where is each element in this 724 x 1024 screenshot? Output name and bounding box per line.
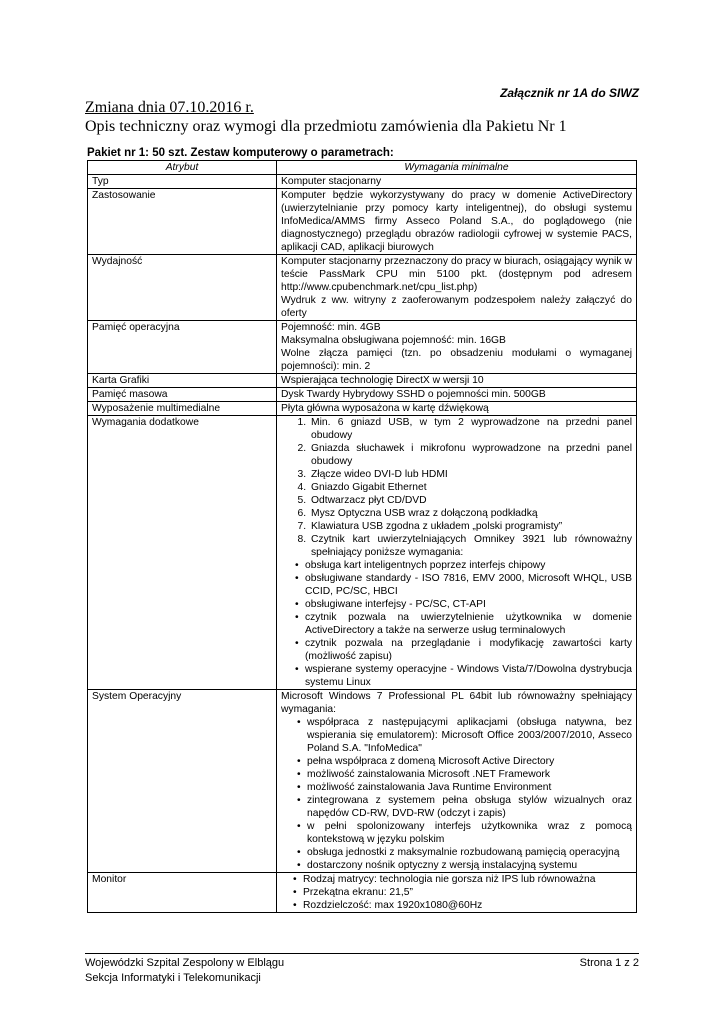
- attr-cell: Karta Grafiki: [88, 374, 277, 388]
- value-cell: Dysk Twardy Hybrydowy SSHD o pojemności min. 500GB: [277, 388, 637, 402]
- list-item: 4. Gniazdo Gigabit Ethernet: [309, 481, 632, 494]
- bullet-list: [281, 873, 632, 912]
- value-text: Wolne złącza pamięci (tzn. po obsadzeniu modułami o wymaganej pojemności): min. 2: [281, 348, 632, 372]
- value-cell: [277, 416, 637, 690]
- list-item: • wspierane systemy operacyjne - Windows Vista/7/Dowolna dystrybucja systemu Linux: [305, 663, 632, 689]
- list-item: 6. Mysz Optyczna USB wraz z dołączoną podkładką: [309, 507, 632, 520]
- value-cell: Wspierająca technologię DirectX w wersji 10: [277, 374, 637, 388]
- list-item: • Rozdzielczość: max 1920x1080@60Hz: [303, 899, 632, 912]
- annex-label: Załącznik nr 1A do SIWZ: [500, 86, 639, 100]
- table-row: [88, 374, 637, 388]
- bullet-list: [281, 716, 632, 872]
- value-cell: Komputer będzie wykorzystywany do pracy w domenie ActiveDirectory (uwierzytelnianie przy pomocy karty inteligentnej), do obsługi systemu InfoMedica/AMMS firmy Asseco Poland S.A., do poglądowego (nie diagnostycznego) przeglądu obrazów radiologii cyfrowej w systemie PACS, aplikacji CAD, aplikacji biurowych: [277, 189, 637, 255]
- table-row: [88, 255, 637, 321]
- footer-page-number: Strona 1 z 2: [579, 957, 639, 969]
- bullet-list: [281, 559, 632, 689]
- list-item: • Przekątna ekranu: 21,5”: [303, 886, 632, 899]
- table-row: [88, 175, 637, 189]
- list-item: 8. Czytnik kart uwierzytelniających Omnikey 3921 lub równoważny spełniający poniższe wymagania:: [309, 533, 632, 559]
- package-title: Pakiet nr 1: 50 szt. Zestaw komputerowy o parametrach:: [87, 147, 394, 159]
- list-item: • możliwość zainstalowania Microsoft .NET Framework: [307, 768, 632, 781]
- attr-cell: Pamięć masowa: [88, 388, 277, 402]
- table-header-row: [88, 161, 637, 175]
- list-item: • czytnik pozwala na uwierzytelnienie użytkownika w domenie ActiveDirectory a także na serwerze usług terminalowych: [305, 611, 632, 637]
- value-text: Microsoft Windows 7 Professional PL 64bit lub równoważny spełniający wymagania:: [281, 691, 632, 715]
- table-row: [88, 388, 637, 402]
- value-cell: [277, 873, 637, 913]
- value-text: Maksymalna obsługiwana pojemność: min. 16GB: [281, 335, 506, 346]
- list-item: 1. Min. 6 gniazd USB, w tym 2 wyprowadzone na przedni panel obudowy: [309, 416, 632, 442]
- list-item: • Rodzaj matrycy: technologia nie gorsza niż IPS lub równoważna: [303, 873, 632, 886]
- attr-cell: Wydajność: [88, 255, 277, 321]
- value-cell: [277, 255, 637, 321]
- attr-cell: Pamięć operacyjna: [88, 321, 277, 374]
- spec-table: [87, 160, 637, 913]
- value-text: Pojemność: min. 4GB: [281, 322, 381, 333]
- footer-org-line1: Wojewódzki Szpital Zespolony w Elblągu: [85, 957, 285, 969]
- table-row: [88, 416, 637, 690]
- list-item: • obsługiwane standardy - ISO 7816, EMV 2000, Microsoft WHQL, USB CCID, PC/SC, HBCI: [305, 572, 632, 598]
- table-row: [88, 321, 637, 374]
- list-item: • obsługa jednostki z maksymalnie rozbudowaną pamięcią operacyjną: [307, 846, 632, 859]
- list-item: • pełna współpraca z domeną Microsoft Active Directory: [307, 755, 632, 768]
- header-attribute: Atrybut: [88, 161, 277, 175]
- value-cell: [277, 321, 637, 374]
- list-item: • czytnik pozwala na przeglądanie i modyfikację zawartości karty (możliwość zapisu): [305, 637, 632, 663]
- value-text: Komputer stacjonarny przeznaczony do pracy w biurach, osiągający wynik w teście PassMark CPU min 5100 pkt. (dostępnym pod adresem http://www.cpubenchmark.net/cpu_list.php): [281, 256, 632, 293]
- list-item: 3. Złącze wideo DVI-D lub HDMI: [309, 468, 632, 481]
- attr-cell: Wyposażenie multimedialne: [88, 402, 277, 416]
- attr-cell: Wymagania dodatkowe: [88, 416, 277, 690]
- list-item: • współpraca z następującymi aplikacjami (obsługa natywna, bez wspierania się emulatorem): Microsoft Office 2003/2007/2010, Asseco Poland S.A. "InfoMedica": [307, 716, 632, 755]
- value-cell: [277, 690, 637, 873]
- list-item: • obsługa kart inteligentnych poprzez interfejs chipowy: [305, 559, 632, 572]
- attr-cell: Zastosowanie: [88, 189, 277, 255]
- table-row: [88, 690, 637, 873]
- page-footer: [85, 953, 639, 986]
- table-row: [88, 873, 637, 913]
- attr-cell: Monitor: [88, 873, 277, 913]
- attr-cell: System Operacyjny: [88, 690, 277, 873]
- table-row: [88, 402, 637, 416]
- list-item: • w pełni spolonizowany interfejs użytkownika wraz z pomocą kontekstową w języku polskim: [307, 820, 632, 846]
- document-description: Opis techniczny oraz wymogi dla przedmiotu zamówienia dla Pakietu Nr 1: [85, 118, 567, 135]
- list-item: • dostarczony nośnik optyczny z wersją instalacyjną systemu: [307, 859, 632, 872]
- list-item: 5. Odtwarzacz płyt CD/DVD: [309, 494, 632, 507]
- change-date: Zmiana dnia 07.10.2016 r.: [85, 99, 254, 116]
- numbered-list: [281, 416, 632, 559]
- list-item: • możliwość zainstalowania Java Runtime Environment: [307, 781, 632, 794]
- value-cell: Płyta główna wyposażona w kartę dźwiękową: [277, 402, 637, 416]
- attr-cell: Typ: [88, 175, 277, 189]
- header-requirements: Wymagania minimalne: [277, 161, 637, 175]
- list-item: 2. Gniazda słuchawek i mikrofonu wyprowadzone na przedni panel obudowy: [309, 442, 632, 468]
- table-row: [88, 189, 637, 255]
- list-item: • zintegrowana z systemem pełna obsługa stylów wizualnych oraz napędów CD-RW, DVD-RW (odczyt i zapis): [307, 794, 632, 820]
- value-text: Wydruk z ww. witryny z zaoferowanym podzespołem należy załączyć do oferty: [281, 295, 632, 319]
- list-item: 7. Klawiatura USB zgodna z układem „polski programisty”: [309, 520, 632, 533]
- value-cell: Komputer stacjonarny: [277, 175, 637, 189]
- list-item: • obsługiwane interfejsy - PC/SC, CT-API: [305, 598, 632, 611]
- footer-org-line2: Sekcja Informatyki i Telekomunikacji: [85, 972, 261, 984]
